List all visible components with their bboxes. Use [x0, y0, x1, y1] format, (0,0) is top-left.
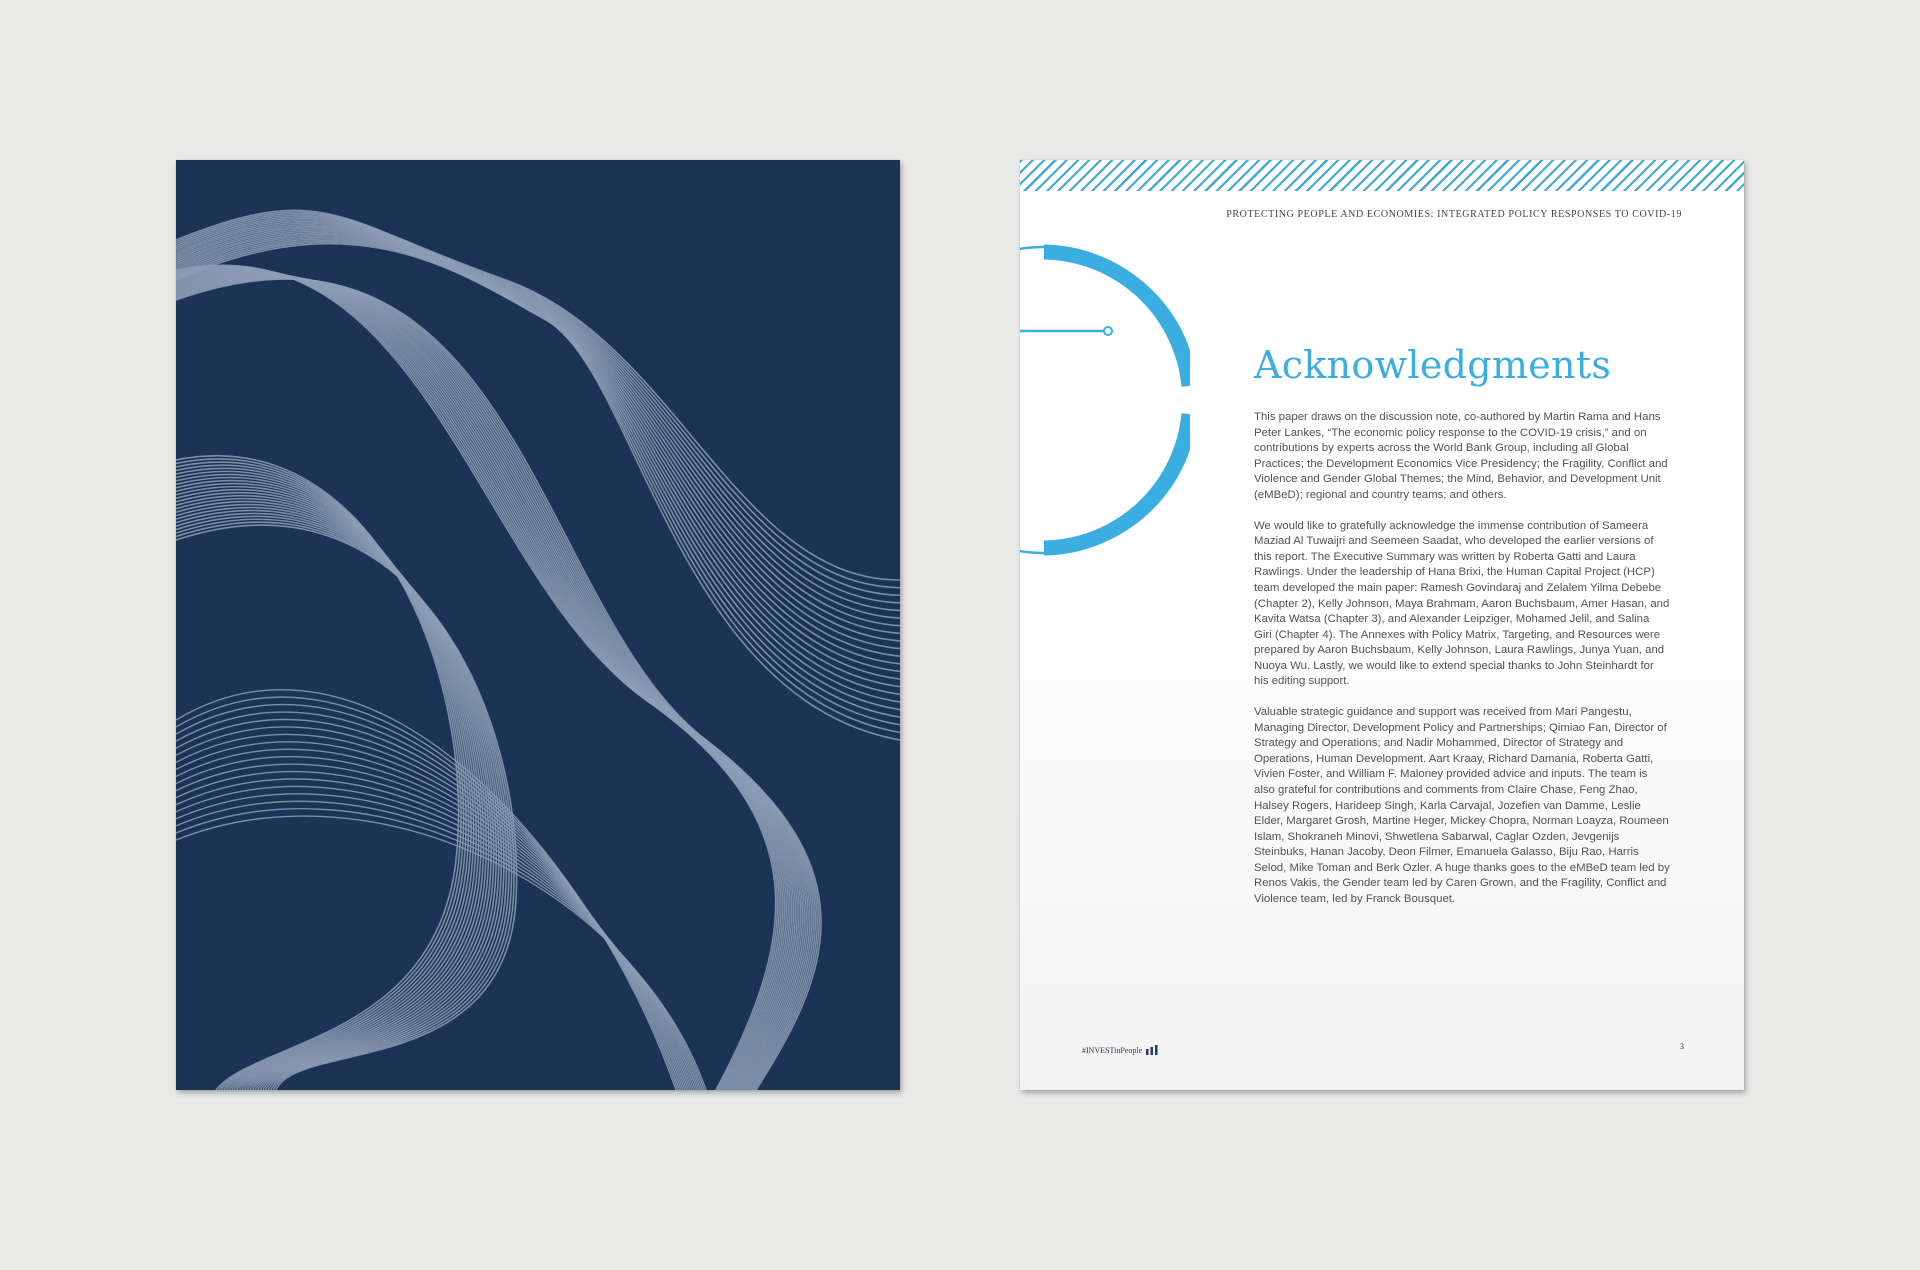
wave-line	[176, 269, 785, 1090]
wave-line	[176, 273, 797, 1090]
ring-indicator-dot	[1104, 327, 1112, 335]
wave-line	[176, 225, 900, 649]
wave-line	[176, 764, 694, 1090]
ring-outline	[1020, 247, 1190, 553]
page-number: 3	[1680, 1042, 1684, 1051]
body-text	[1254, 410, 1670, 923]
paragraph: This paper draws on the discussion note, co-authored by Martin Rama and Hans Peter Lankes, “The economic policy response to the COVID-19 crisis,” and on contributions by experts across the World Bank Group, including all Global Practices; the Development Economics Vice Presidency; the Fragility, Conflict and Violence and Gender Global Themes; the Mind, Behavior, and Development Unit (eMBeD); regional and country teams; and others.	[1254, 411, 1668, 501]
paragraph: Valuable strategic guidance and support was received from Mari Pangestu, Managing Director, Development Policy and Partnerships; Qimiao Fan, Director of Strategy and Operations; and Nadir Mohammed, Director of Strategy and Operations, Human Development. Aart Kraay, Richard Damania, Roberta Gatti, Vivien Foster, and William F. Maloney provided advice and inputs. The team is also grateful for contributions and comments from Claire Chase, Feng Zhao, Halsey Rogers, Harideep Singh, Karla Carvajal, Jozefien van Damme, Leslie Elder, Margaret Grosh, Martine Heger, Mickey Chopra, Norman Loayza, Roumeen Islam, Shokraneh Minovi, Shwetlena Sabarwal, Caglar Ozden, Jevgenijs Steinbuks, Hanan Jacoby, Deon Filmer, Emanuela Galasso, Biju Rao, Harris Selod, Mike Toman and Berk Ozler. A huge thanks goes to the eMBeD team led by Renos Vakis, the Gender team led by Caren Grown, and the Fragility, Conflict and Violence team, led by Franck Bousquet.	[1254, 706, 1670, 905]
wave-line	[176, 779, 697, 1090]
wave-line	[176, 226, 900, 656]
running-header: PROTECTING PEOPLE AND ECONOMIES: INTEGRATED POLICY RESPONSES TO COVID-19	[1226, 209, 1682, 220]
progress-ring-graphic	[1020, 240, 1190, 560]
footer-hashtag: #INVESTinPeople	[1082, 1045, 1143, 1055]
footer-logo	[1082, 1045, 1158, 1055]
cover-page	[176, 160, 900, 1090]
wave-line	[176, 277, 812, 1090]
wave-line-art	[176, 160, 900, 1090]
striped-header-band	[1020, 160, 1744, 191]
wave-line	[176, 742, 688, 1090]
wave-line	[176, 279, 819, 1090]
wave-line	[176, 505, 499, 1090]
acknowledgments-page	[1020, 160, 1744, 1090]
wave-line	[176, 734, 687, 1090]
paragraph: We would like to gratefully acknowledge the immense contribution of Sameera Maziad Al Tuwaijri and Seemeen Saadat, who developed the earlier versions of this report. The Executive Summary was written by Roberta Gatti and Laura Rawlings. Under the leadership of Hana Brixi, the Human Capital Project (HCP) team developed the main paper: Ramesh Govindaraj and Zelalem Yilma Debebe (Chapter 2), Kelly Johnson, Maya Brahmam, Aaron Buchsbaum, Amer Hasan, and Kavita Watsa (Chapter 3), and Alexander Leipziger, Mohamed Jelil, and Salina Giri (Chapter 4). The Annexes with Policy Matrix, Targeting, and Resources were prepared by Aaron Buchsbaum, Kelly Johnson, Laura Rawlings, Junya Yuan, and Nuoya Wu. Lastly, we would like to extend special thanks to John Steinhardt for his editing support.	[1254, 519, 1670, 688]
wave-line	[176, 462, 464, 1090]
page-title: Acknowledgments	[1254, 343, 1612, 387]
wave-line	[176, 757, 692, 1090]
wave-line	[176, 786, 699, 1090]
wave-line	[176, 278, 817, 1090]
bar-chart-icon	[1146, 1045, 1158, 1055]
ring-arc-lower	[1044, 414, 1189, 548]
wave-line	[176, 481, 479, 1090]
wave-line	[176, 712, 681, 1090]
ring-arc-upper	[1044, 252, 1189, 386]
wave-line	[176, 749, 690, 1090]
wave-line	[176, 274, 803, 1090]
wave-line	[176, 271, 792, 1090]
wave-line	[176, 276, 810, 1090]
wave-line	[176, 275, 804, 1090]
wave-line	[176, 816, 706, 1090]
